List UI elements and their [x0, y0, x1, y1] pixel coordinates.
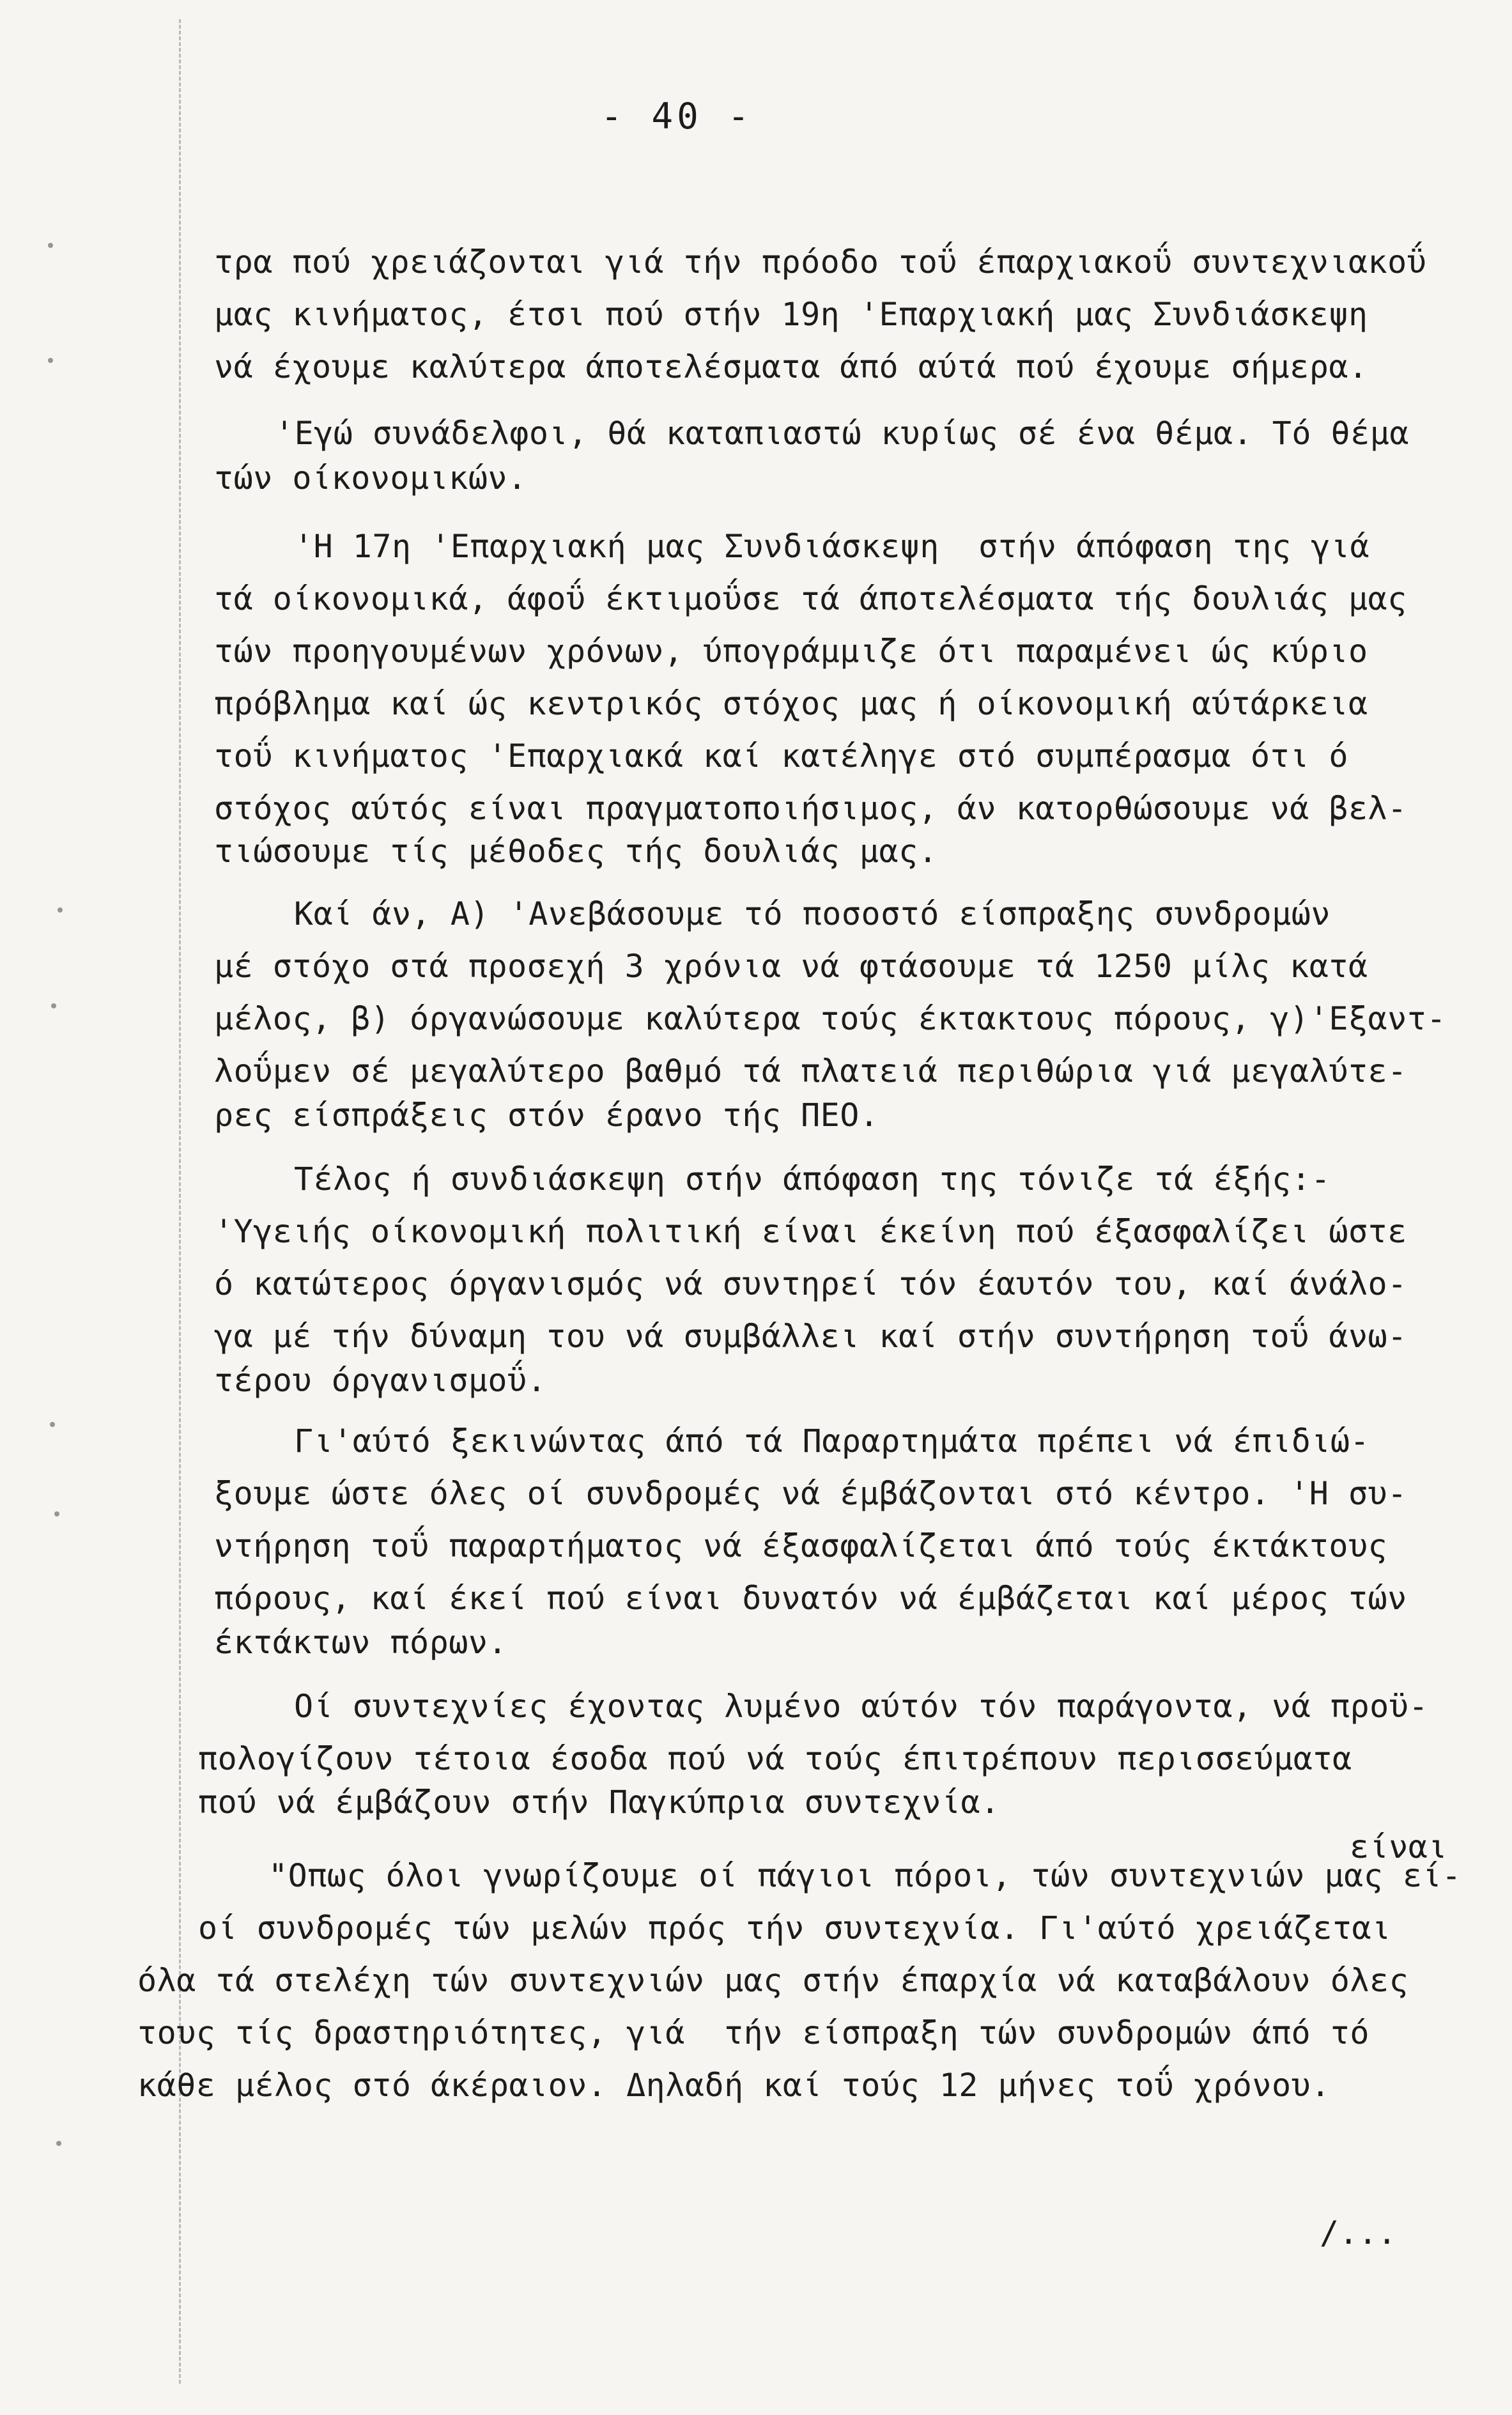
text-line: 'Εγώ συνάδελφοι, θά καταπιαστώ κυρίως σέ ένα θέμα. Τό θέμα — [275, 415, 1409, 452]
text-line: στόχος αύτός είναι πραγματοποιήσιμος, άν κατορθώσουμε νά βελ- — [214, 790, 1407, 827]
text-line: πού νά έμβάζουν στήν Παγκύπρια συντεχνία. — [198, 1784, 1000, 1821]
text-line: πόρους, καί έκεί πού είναι δυνατόν νά έμβάζεται καί μέρος τών — [214, 1580, 1407, 1617]
text-line: έκτάκτων πόρων. — [214, 1624, 508, 1661]
text-line: "Οπως όλοι γνωρίζουμε οί πάγιοι πόροι, τών συντεχνιών μας εί- — [268, 1857, 1462, 1894]
margin-speck — [56, 2141, 61, 2146]
text-line: 'Υγειής οίκονομική πολιτική είναι έκείνη πού έξασφαλίζει ώστε — [214, 1213, 1407, 1250]
text-line: τών προηγουμένων χρόνων, ύπογράμμιζε ότι παραμένει ώς κύριο — [214, 633, 1368, 670]
text-line: Γι'αύτό ξεκινώντας άπό τά Παραρτημάτα πρέπει νά έπιδιώ- — [294, 1423, 1370, 1460]
margin-speck — [48, 358, 53, 363]
margin-speck — [50, 1422, 55, 1427]
text-line: πολογίζουν τέτοια έσοδα πού νά τούς έπιτρέπουν περισσεύματα — [198, 1740, 1352, 1777]
text-line: 'Η 17η 'Επαρχιακή μας Συνδιάσκεψη στήν άπόφαση της γιά — [294, 528, 1370, 565]
text-line: λοΰμεν σέ μεγαλύτερο βαθμό τά πλατειά περιθώρια γιά μεγαλύτε- — [214, 1053, 1407, 1090]
interlinear-insertion: είναι — [1350, 1828, 1448, 1865]
text-line: τιώσουμε τίς μέθοδες τής δουλιάς μας. — [214, 833, 938, 870]
text-line: κάθε μέλος στό άκέραιον. Δηλαδή καί τούς 12 μήνες τοΰ χρόνου. — [137, 2067, 1331, 2104]
text-line: Τέλος ή συνδιάσκεψη στήν άπόφαση της τόνιζε τά έξής:- — [294, 1161, 1331, 1198]
text-line: πρόβλημα καί ώς κεντρικός στόχος μας ή οίκονομική αύτάρκεια — [214, 685, 1368, 722]
text-line: τρα πού χρειάζονται γιά τήν πρόοδο τοΰ έπαρχιακοΰ συντεχνιακοΰ — [214, 243, 1427, 281]
margin-speck — [48, 243, 53, 248]
text-line: Καί άν, Α) 'Ανεβάσουμε τό ποσοστό είσπραξης συνδρομών — [294, 895, 1331, 932]
text-line: Οί συντεχνίες έχοντας λυμένο αύτόν τόν παράγοντα, νά προϋ- — [294, 1688, 1428, 1725]
text-line: μας κινήματος, έτσι πού στήν 19η 'Επαρχιακή μας Συνδιάσκεψη — [214, 296, 1368, 333]
text-line: νά έχουμε καλύτερα άποτελέσματα άπό αύτά πού έχουμε σήμερα. — [214, 348, 1368, 385]
text-line: τους τίς δραστηριότητες, γιά τήν είσπραξη τών συνδρομών άπό τό — [137, 2014, 1369, 2051]
text-line: μέ στόχο στά προσεχή 3 χρόνια νά φτάσουμε τά 1250 μίλς κατά — [214, 948, 1368, 985]
text-line: τά οίκονομικά, άφοΰ έκτιμοΰσε τά άποτελέσματα τής δουλιάς μας — [214, 580, 1407, 617]
text-line: τέρου όργανισμοΰ. — [214, 1362, 547, 1399]
text-line: μέλος, β) όργανώσουμε καλύτερα τούς έκτακτους πόρους, γ)'Εξαντ- — [214, 1000, 1446, 1037]
page-number: - 40 - — [601, 96, 753, 137]
margin-speck — [51, 1003, 56, 1008]
continuation-mark: /... — [1320, 2214, 1397, 2251]
text-line: γα μέ τήν δύναμη του νά συμβάλλει καί στήν συντήρηση τοΰ άνω- — [214, 1318, 1407, 1355]
text-line: τοΰ κινήματος 'Επαρχιακά καί κατέληγε στό συμπέρασμα ότι ό — [214, 737, 1348, 775]
margin-speck — [54, 1511, 59, 1516]
text-line: όλα τά στελέχη τών συντεχνιών μας στήν έπαρχία νά καταβάλουν όλες — [137, 1962, 1409, 1999]
text-line: ντήρηση τοΰ παραρτήματος νά έξασφαλίζεται άπό τούς έκτάκτους — [214, 1527, 1388, 1564]
text-line: ό κατώτερος όργανισμός νά συντηρεί τόν έαυτόν του, καί άνάλο- — [214, 1265, 1407, 1302]
text-line: ρες είσπράξεις στόν έρανο τής ΠΕΟ. — [214, 1097, 879, 1134]
text-line: οί συνδρομές τών μελών πρός τήν συντεχνία. Γι'αύτό χρειάζεται — [198, 1910, 1391, 1947]
text-line: τών οίκονομικών. — [214, 459, 527, 497]
margin-speck — [58, 907, 63, 913]
text-line: ξουμε ώστε όλες οί συνδρομές νά έμβάζονται στό κέντρο. 'Η συ- — [214, 1475, 1407, 1512]
